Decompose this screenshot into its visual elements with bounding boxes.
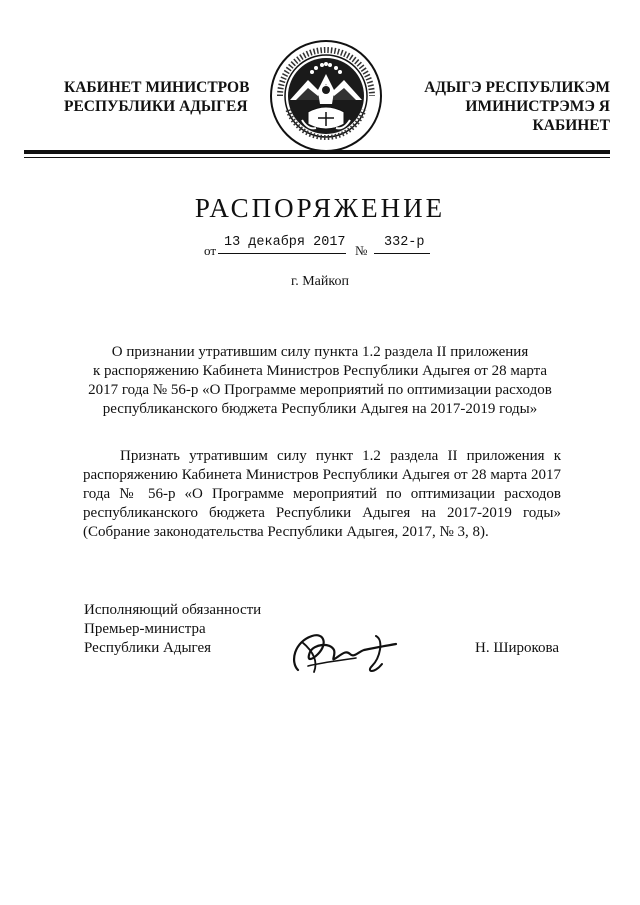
number-underline xyxy=(374,253,430,254)
date-prefix: от xyxy=(204,243,217,258)
position-line: Исполняющий обязанности xyxy=(84,602,262,618)
header-right-line1: АДЫГЭ РЕСПУБЛИКЭМ xyxy=(424,79,610,96)
header-divider-thick xyxy=(24,150,610,154)
document-number: 332-р xyxy=(384,235,425,250)
document-date: 13 декабря 2017 xyxy=(224,235,346,250)
document-subject xyxy=(80,343,560,419)
subject-line: к распоряжению Кабинета Министров Республики Адыгея от 28 марта xyxy=(92,363,548,379)
header-right-title xyxy=(390,78,610,135)
header-left-line1: КАБИНЕТ МИНИСТРОВ xyxy=(64,79,250,96)
number-prefix: № xyxy=(355,243,368,258)
signatory-position xyxy=(84,601,261,658)
date-underline xyxy=(218,253,346,254)
document-title: РАСПОРЯЖЕНИЕ xyxy=(194,193,446,223)
adygea-coat-of-arms-icon xyxy=(268,38,384,154)
subject-line: республиканского бюджета Республики Адыгея на 2017-2019 годы» xyxy=(102,401,538,417)
position-line: Республики Адыгея xyxy=(84,640,212,656)
header-right-line2: ИМИНИСТРЭМЭ Я КАБИНЕТ xyxy=(465,98,610,134)
subject-line: О признании утратившим силу пункта 1.2 раздела II приложения xyxy=(111,344,529,360)
subject-line: 2017 года № 56-р «О Программе мероприятий по оптимизации расходов xyxy=(88,382,552,398)
position-line: Премьер-министра xyxy=(84,621,206,637)
header-divider-thin xyxy=(24,157,610,158)
handwritten-signature-icon xyxy=(284,622,414,676)
header-left-title xyxy=(64,78,264,116)
body-paragraph: Признать утратившим силу пункт 1.2 раздела II приложения к распоряжению Кабинета Министров Республики Адыгея от 28 марта 2017 года № 56-р «О Программе мероприятий по оптимизации расходов республиканского бюджета Республики Адыгея на 2017-2019 годы» (Собрание законодательства Республики Адыгея, 2017, № 3, 8). xyxy=(83,448,561,540)
header-left-line2: РЕСПУБЛИКИ АДЫГЕЯ xyxy=(64,98,248,115)
document-city: г. Майкоп xyxy=(291,274,349,289)
signatory-name: Н. Широкова xyxy=(475,640,560,656)
document-body xyxy=(83,447,561,542)
